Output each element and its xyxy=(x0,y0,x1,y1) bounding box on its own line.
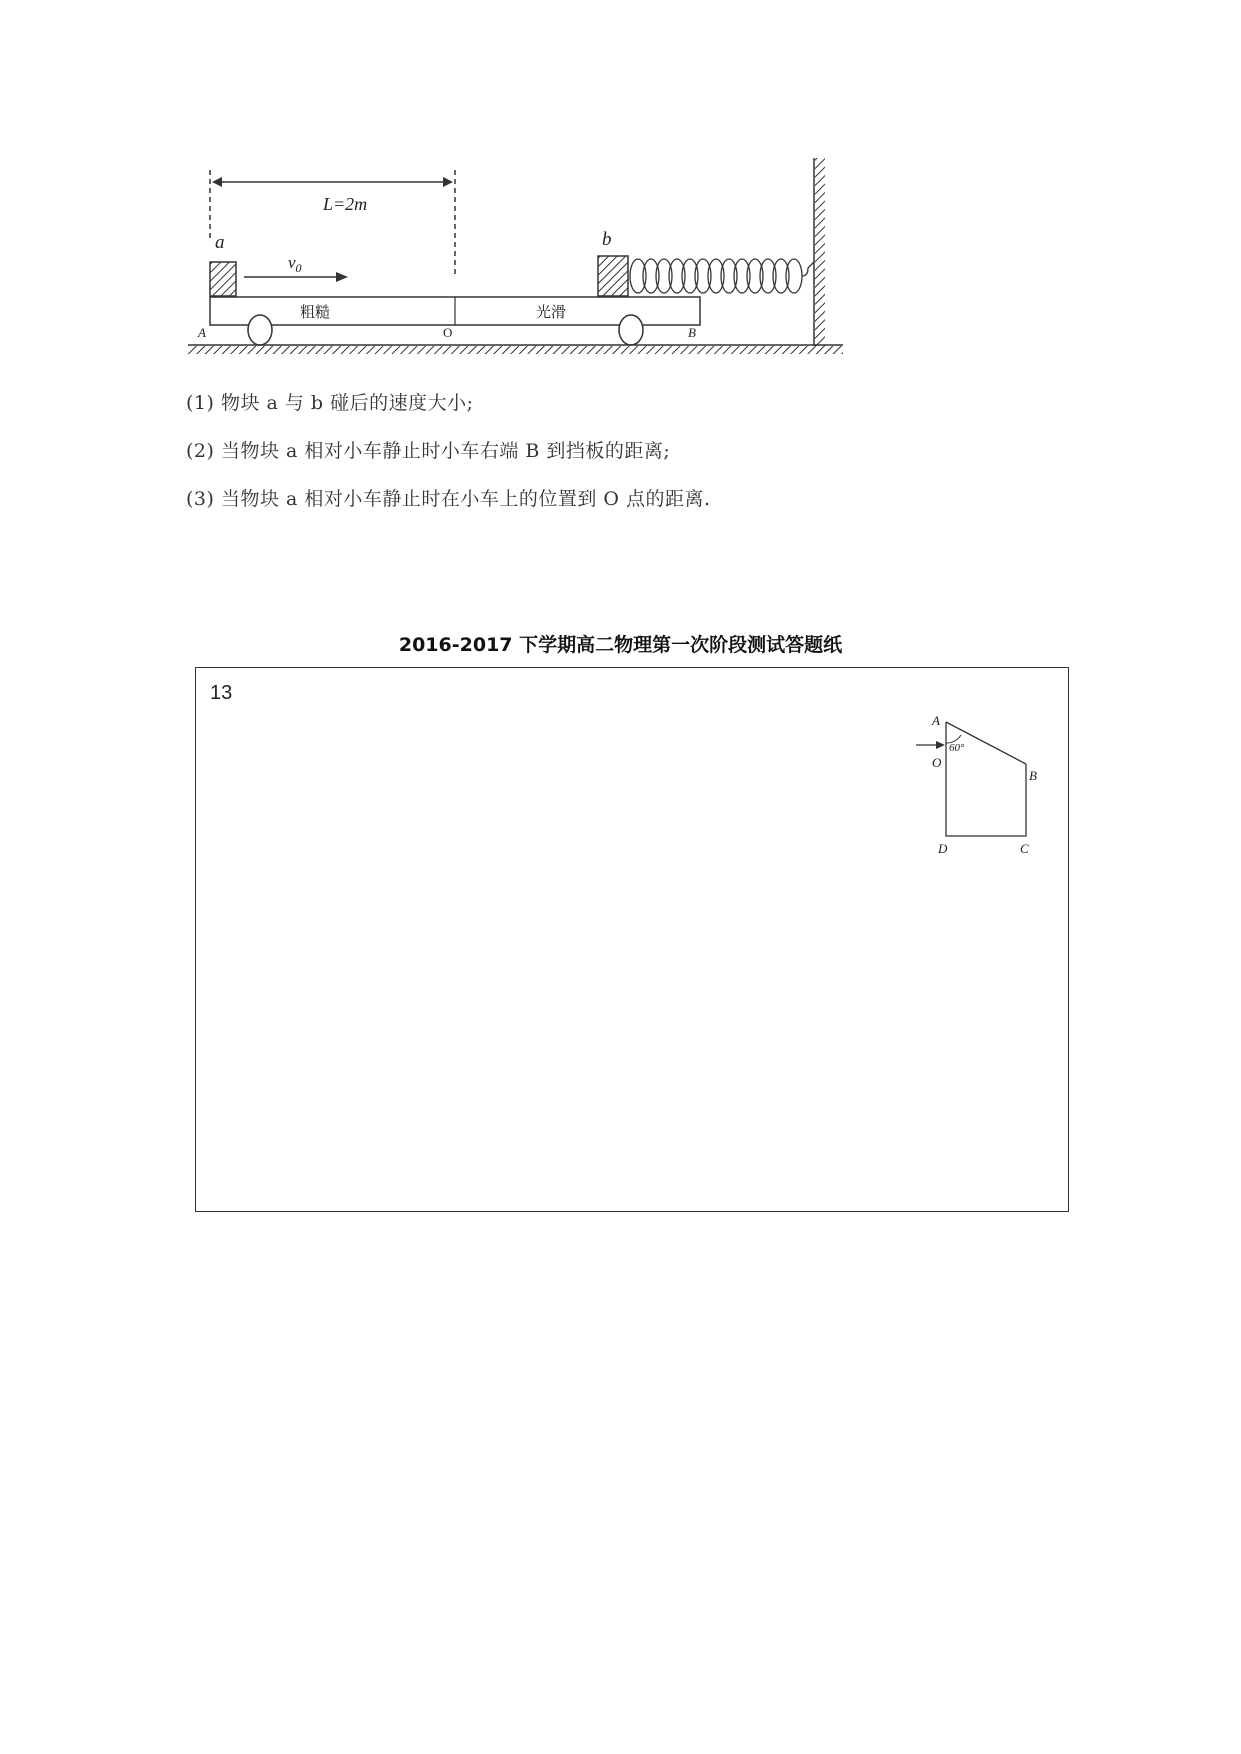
prism-point-b: B xyxy=(1029,768,1037,783)
question-2: (2) 当物块 a 相对小车静止时小车右端 B 到挡板的距离; xyxy=(186,440,671,462)
rough-label: 粗糙 xyxy=(300,303,331,321)
smooth-label: 光滑 xyxy=(536,303,567,321)
spring xyxy=(630,259,814,293)
prism-point-d: D xyxy=(938,841,948,856)
point-a-label: A xyxy=(198,325,206,340)
length-label: L=2m xyxy=(323,194,368,214)
answer-sheet-title: 2016-2017 下学期高二物理第一次阶段测试答题纸 xyxy=(398,634,843,656)
block-a-label: a xyxy=(215,232,225,253)
block-b-label: b xyxy=(602,229,612,250)
wheel-left xyxy=(248,315,272,345)
prism-point-a: A xyxy=(932,713,940,728)
question-1: (1) 物块 a 与 b 碰后的速度大小; xyxy=(186,392,474,414)
velocity-label: $v_0$ xyxy=(288,253,302,275)
question-number: 13 xyxy=(210,682,233,704)
wall xyxy=(815,158,825,346)
prism-point-o: O xyxy=(932,755,942,770)
question-3: (3) 当物块 a 相对小车静止时在小车上的位置到 O 点的距离. xyxy=(186,488,711,510)
point-b-label: B xyxy=(688,325,696,340)
block-a xyxy=(210,262,236,296)
angle-label: 60° xyxy=(949,742,965,754)
block-b xyxy=(598,256,628,296)
cart-spring-figure xyxy=(188,150,848,360)
prism-figure xyxy=(916,696,1056,856)
point-o-label: O xyxy=(443,325,453,340)
wheel-right xyxy=(619,315,643,345)
answer-box[interactable] xyxy=(195,667,1069,1212)
ground xyxy=(188,346,843,354)
prism-point-c: C xyxy=(1020,841,1029,856)
